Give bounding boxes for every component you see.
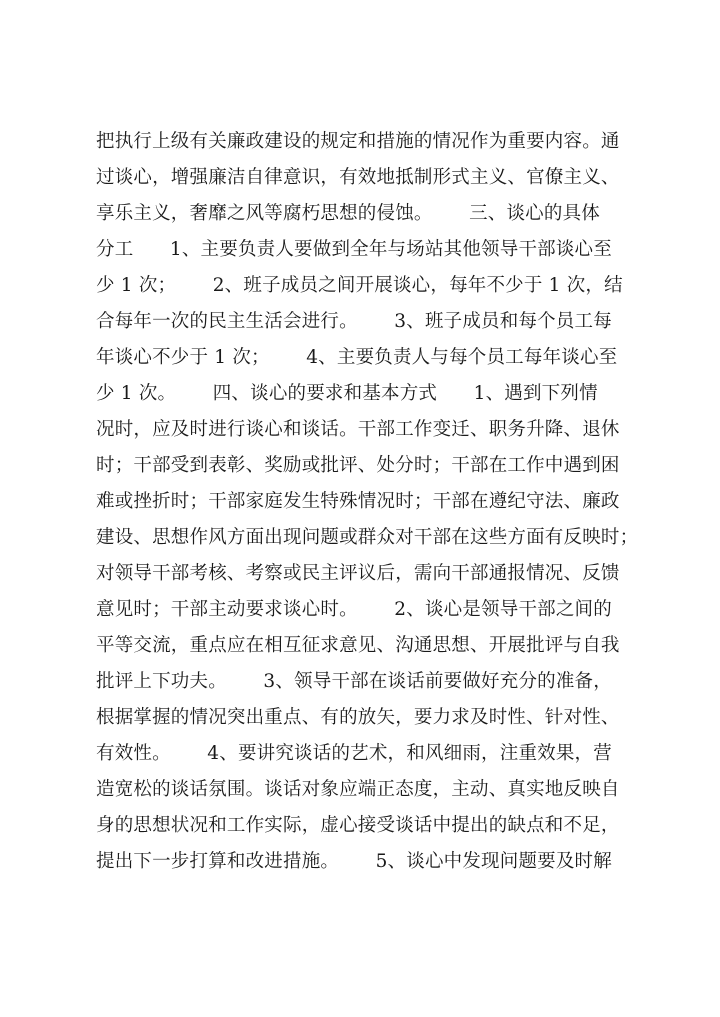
text-line-4: 分工 1、主要负责人要做到全年与场站其他领导干部谈心至 [96,239,612,260]
text-line-8: 少 1 次。 四、谈心的要求和基本方式 1、遇到下列情 [96,383,598,404]
text-line-5: 少 1 次； 2、班子成员之间开展谈心，每年不少于 1 次，结 [96,275,623,296]
text-line-17: 根据掌握的情况突出重点、有的放矢，要力求及时性、针对性、 [96,707,620,728]
text-line-11: 难或挫折时；干部家庭发生特殊情况时；干部在遵纪守法、廉政 [96,491,620,512]
text-line-10: 时；干部受到表彰、奖励或批评、处分时；干部在工作中遇到困 [96,455,620,476]
text-line-1: 把执行上级有关廉政建设的规定和措施的情况作为重要内容。通 [96,131,620,152]
text-line-13: 对领导干部考核、考察或民主评议后，需向干部通报情况、反馈 [96,563,620,584]
text-line-18: 有效性。 4、要讲究谈话的艺术，和风细雨，注重效果，营 [96,743,612,764]
text-line-15: 平等交流，重点应在相互征求意见、沟通思想、开展批评与自我 [96,635,620,656]
text-line-2: 过谈心，增强廉洁自律意识，有效地抵制形式主义、官僚主义、 [96,167,620,188]
text-line-6: 合每年一次的民主生活会进行。 3、班子成员和每个员工每 [96,311,612,332]
text-line-14: 意见时；干部主动要求谈心时。 2、谈心是领导干部之间的 [96,599,612,620]
text-line-9: 况时，应及时进行谈心和谈话。干部工作变迁、职务升降、退休 [96,419,620,440]
text-line-19: 造宽松的谈话氛围。谈话对象应端正态度，主动、真实地反映自 [96,779,620,800]
text-line-20: 身的思想状况和工作实际，虚心接受谈话中提出的缺点和不足， [96,815,620,836]
text-line-16: 批评上下功夫。 3、领导干部在谈话前要做好充分的准备， [96,671,612,692]
text-line-21: 提出下一步打算和改进措施。 5、谈心中发现问题要及时解 [96,851,612,872]
text-line-12: 建设、思想作风方面出现问题或群众对干部在这些方面有反映时； [96,527,639,548]
text-line-7: 年谈心不少于 1 次； 4、主要负责人与每个员工每年谈心至 [96,347,618,368]
text-line-3: 享乐主义，奢靡之风等腐朽思想的侵蚀。 三、谈心的具体 [96,203,600,224]
body-text [96,124,656,880]
